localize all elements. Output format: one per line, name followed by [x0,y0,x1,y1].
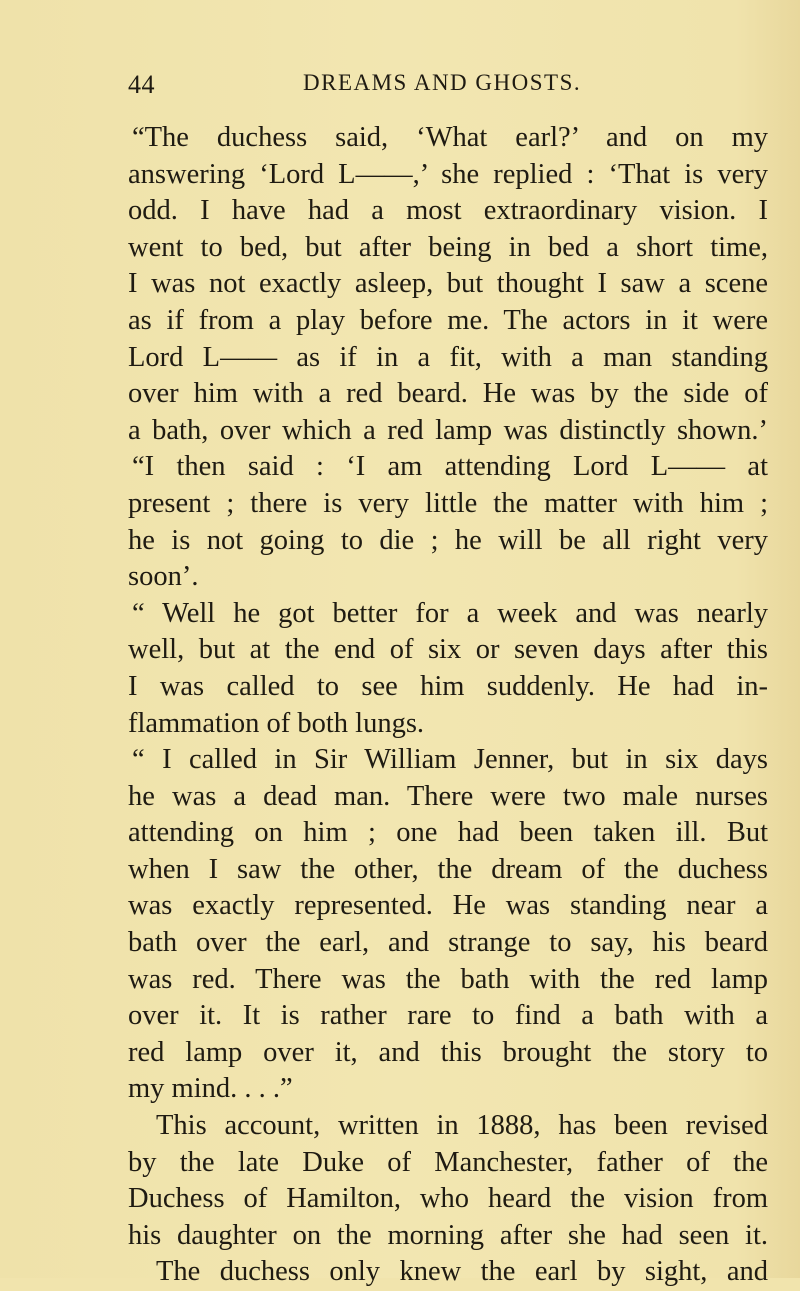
page-number: 44 [128,70,155,99]
text-line: soon’. [128,561,199,593]
text-line: he is not going to die ; he will be all right very [128,524,768,556]
text-line: went to bed, but after being in bed a short time, [128,231,768,263]
text-line: my mind. . . .” [128,1073,293,1105]
running-head [128,70,768,106]
body-text [128,120,768,1291]
text-line: red lamp over it, and this brought the story to [128,1036,768,1068]
text-line: by the late Duke of Manchester, father of the [128,1146,768,1178]
text-line: answering ‘Lord L——,’ she replied : ‘That is very [128,158,768,190]
text-line: attending on him ; one had been taken ill. But [128,817,768,849]
text-line: as if from a play before me. The actors in it were [128,304,768,336]
text-line: over it. It is rather rare to find a bath with a [128,1000,768,1032]
text-line: present ; there is very little the matter with him ; [128,487,768,519]
text-line: flammation of both lungs. [128,707,425,739]
running-title: DREAMS AND GHOSTS. [303,70,582,95]
text-line: bath over the earl, and strange to say, his beard [128,927,768,959]
text-line: “The duchess said, ‘What earl?’ and on my [132,122,768,153]
text-line: over him with a red beard. He was by the side of [128,378,768,410]
text-line: a bath, over which a red lamp was distinctly shown.’ [128,414,768,446]
text-line: “ I called in Sir William Jenner, but in six days [132,744,768,776]
text-line: The duchess only knew the earl by sight, and [156,1256,768,1288]
text-line: odd. I have had a most extraordinary vision. I [128,195,768,227]
text-line: This account, written in 1888, has been revised [156,1110,768,1142]
text-line: when I saw the other, the dream of the duchess [128,853,768,885]
text-line: was red. There was the bath with the red lamp [128,963,768,995]
text-line: he was a dead man. There were two male nurses [128,780,768,812]
text-line: “ Well he got better for a week and was nearly [132,597,768,629]
text-line: I was not exactly asleep, but thought I saw a scene [128,268,768,300]
text-line: well, but at the end of six or seven days after this [128,634,768,666]
text-line: was exactly represented. He was standing near a [128,890,768,922]
text-line: Lord L—— as if in a fit, with a man standing [128,341,768,373]
text-line: his daughter on the morning after she had seen it. [128,1219,768,1251]
text-line: Duchess of Hamilton, who heard the vision from [128,1183,768,1215]
text-line: I was called to see him suddenly. He had in- [128,670,768,702]
text-line: “I then said : ‘I am attending Lord L—— at [132,451,768,483]
